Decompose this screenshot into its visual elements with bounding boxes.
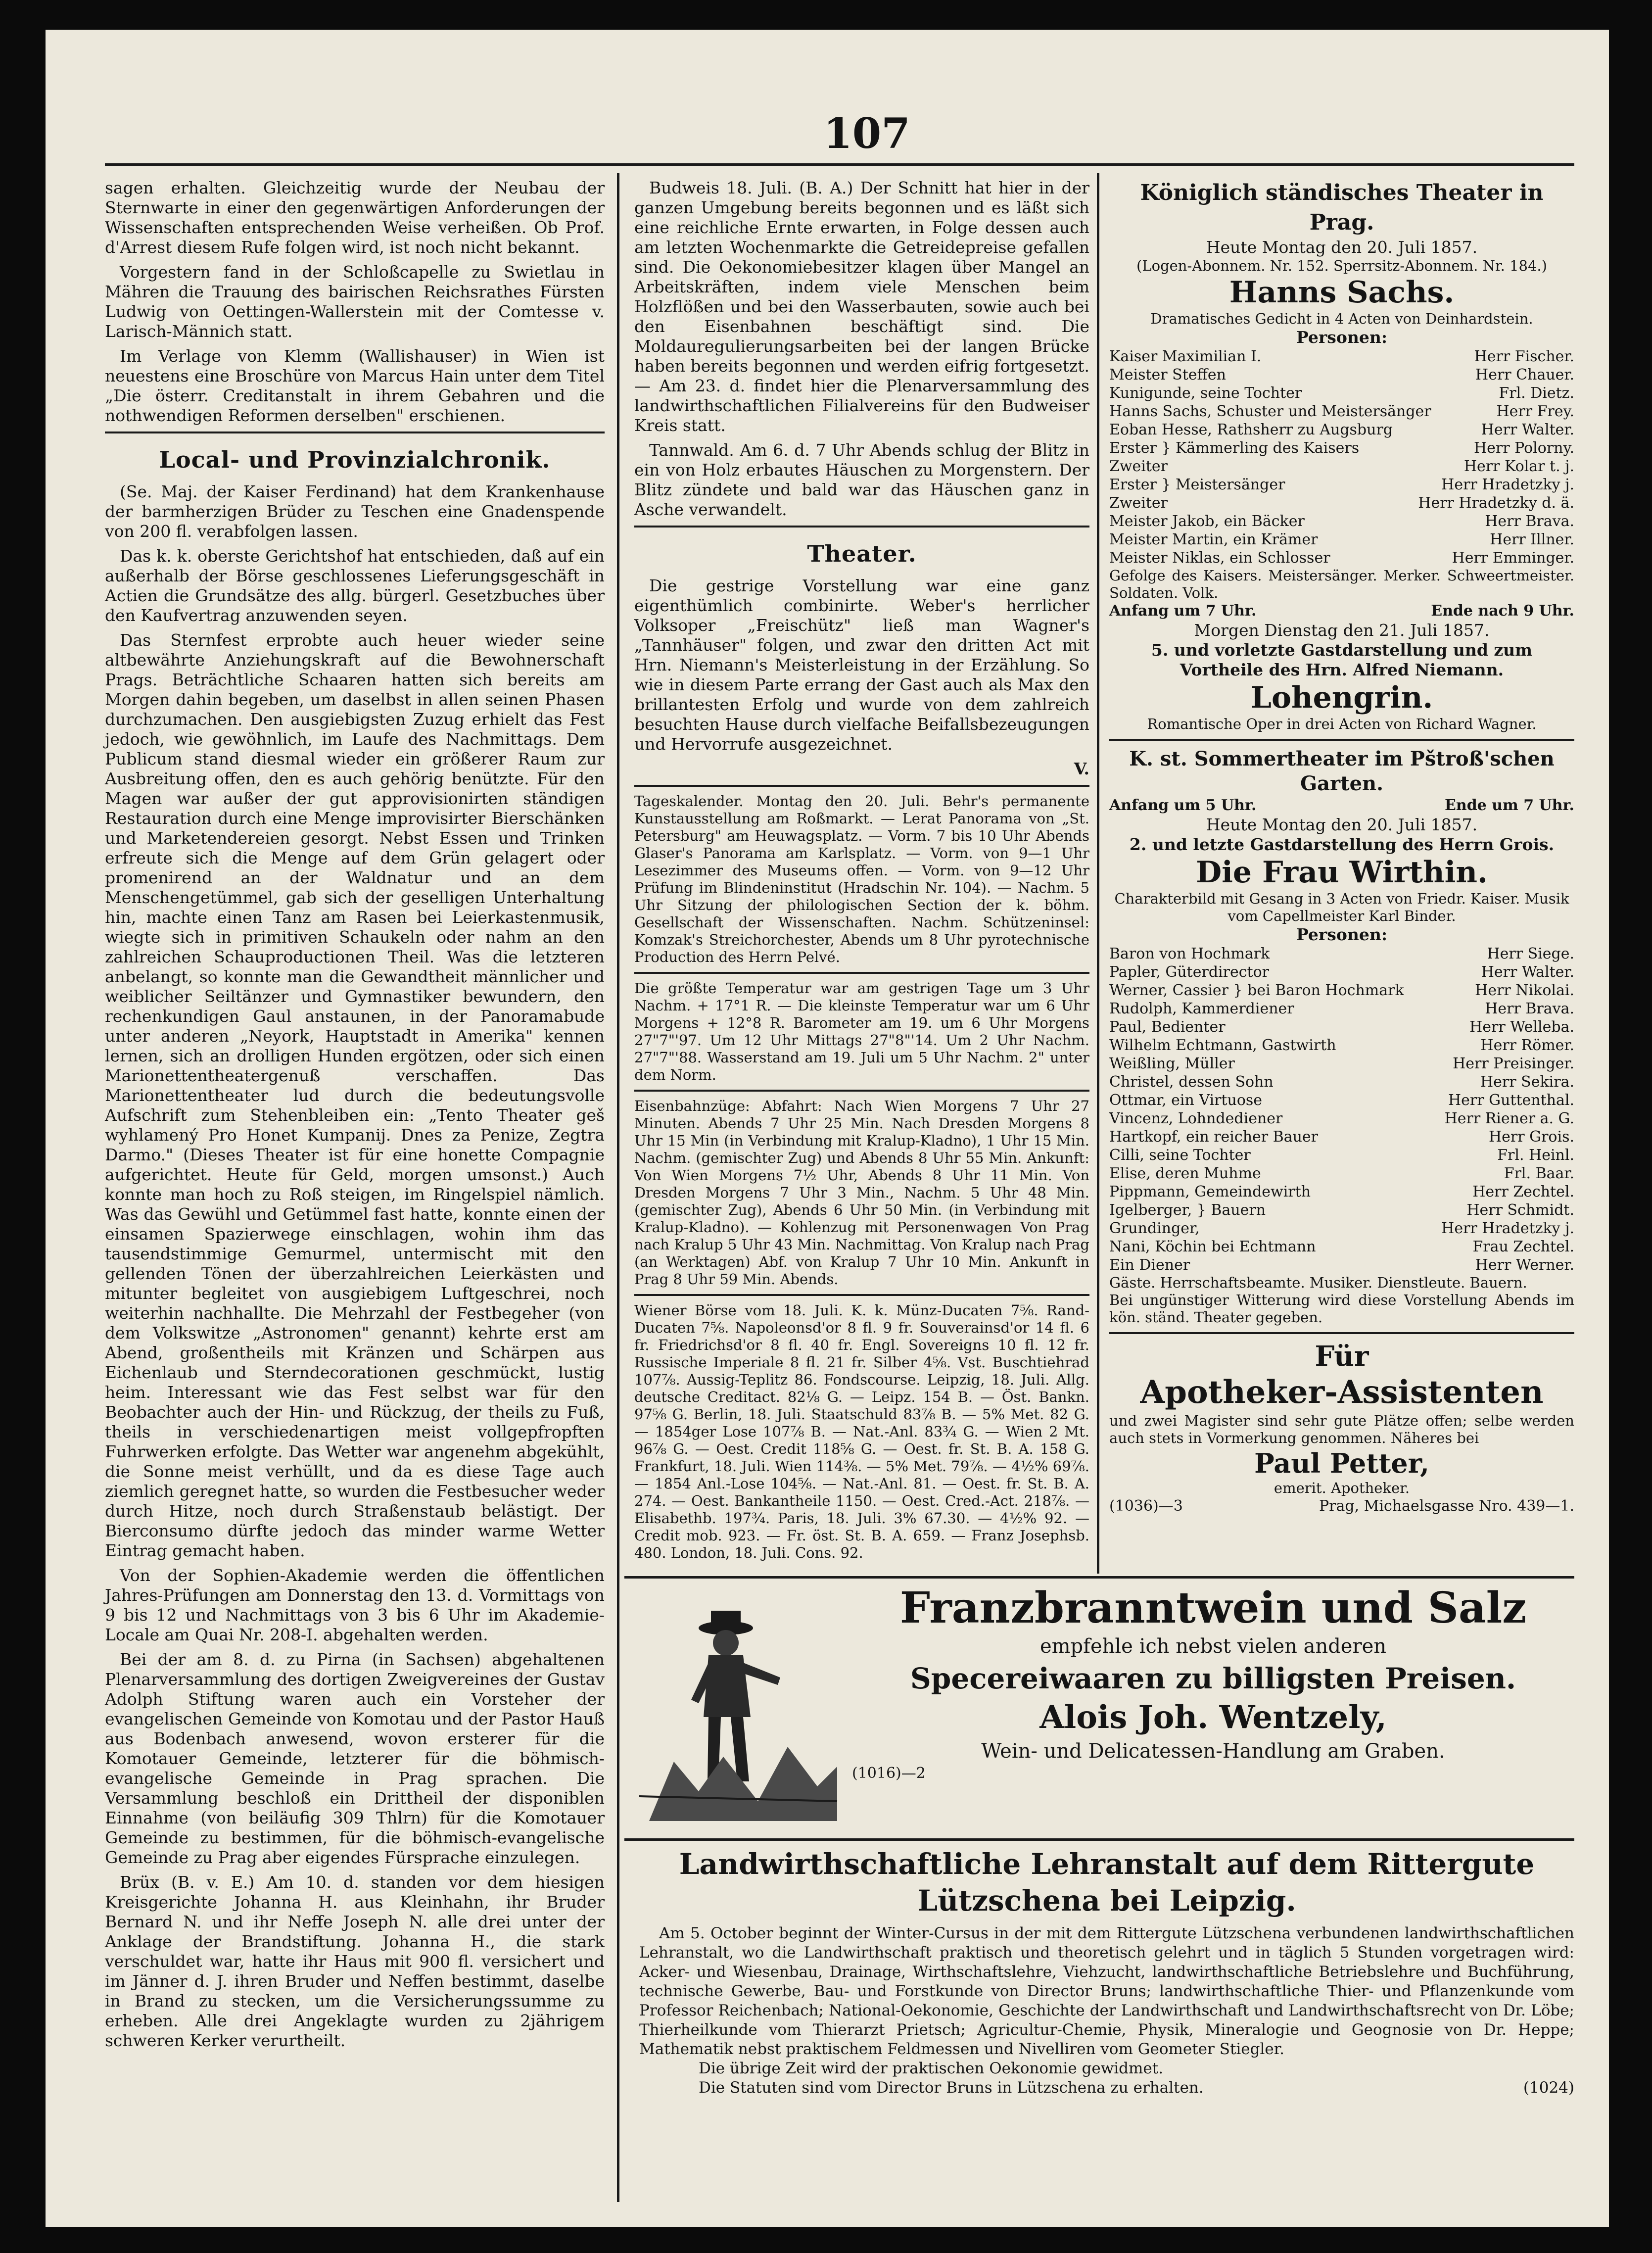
actor-name: Herr Römer. [1480,1037,1574,1054]
actor-name: Herr Hradetzky j. [1441,1220,1574,1237]
man-with-bottle-illustration [639,1593,837,1821]
cast-extras-2: Gäste. Herrschaftsbeamte. Musiker. Dienstleute. Bauern. [1109,1274,1527,1291]
page-number: 107 [823,109,910,158]
play-title-hanns-sachs: Hanns Sachs. [1229,275,1455,310]
ad1-line3: Wein- und Delicatessen-Handlung am Graben. [981,1740,1445,1763]
end-time: Ende nach 9 Uhr. [1431,602,1574,620]
ad-ref: (1036)—3 [1109,1497,1183,1515]
ad-apotheker-title: Apotheker-Assistenten [1140,1374,1544,1411]
cast-hanns-sachs-row [1109,402,1574,421]
cast-frau-wirthin-row [1109,963,1574,981]
role-name: Paul, Bedienter [1109,1018,1226,1036]
actor-name: Herr Hradetzky j. [1441,476,1574,493]
actor-name: Herr Werner. [1475,1256,1574,1274]
eisenbahn-schedule: Eisenbahnzüge: Abfahrt: Nach Wien Morgens 7 Uhr 27 Minuten. Abends 7 Uhr 25 Min. Nach Dresden Morgens 8 Uhr 15 Min (in Verbindung mit Kralup-Kladno), 1 Uhr 15 Min. Nachm. (gemischter Zug) und Abends 8 Uhr 55 Min. Ankunft: Von Wien Morgens 7½ Uhr, Abends 8 Uhr 11 Min. Von Dresden Morgens 7 Uhr 3 Min., Nachm. 5 Uhr 48 Min. (gemischter Zug), Abends 6 Uhr 50 Min. (in Verbindung mit Kralup-Kladno). — Kohlenzug mit Personenwagen Von Prag nach Kralup 5 Uhr 43 Min. Nachmittag. Von Kralup nach Prag (an Werktagen) Abf. von Kralup 7 Uhr 10 Min. Ankunft in Prag 8 Uhr 59 Min. Abends. [634,1098,1089,1288]
cast-extras: Gefolge des Kaisers. Meistersänger. Merker. Schweertmeister. Soldaten. Volk. [1109,567,1574,601]
section-heading-local: Local- und Provinzialchronik. [159,446,551,473]
actor-name: Herr Grois. [1488,1128,1574,1146]
ad-rule-1 [624,1576,1574,1579]
role-name: Werner, Cassier } bei Baron Hochmark [1109,982,1404,999]
article-sophien-akademie: Von der Sophien-Akademie werden die öffentlichen Jahres-Prüfungen am Donnerstag den 13. d. Vormittags von 9 bis 12 und Nachmittags von 3 bis 6 Uhr im Akademie-Locale am Quai Nr. 208-I. abgehalten werden. [105,1566,605,1644]
play-title-frau-wirthin: Die Frau Wirthin. [1196,855,1488,890]
cast-hanns-sachs-row [1109,457,1574,476]
actor-name: Frau Zechtel. [1472,1238,1574,1255]
column-rule-2 [1097,173,1099,1574]
role-name: Pippmann, Gemeindewirth [1109,1183,1311,1200]
article-sternwarte: sagen erhalten. Gleichzeitig wurde der Neubau der Sternwarte in einer den gegenwärtigen Anforderungen der Wissenschaften entsprechenden Weise verheißen. Ob Prof. d'Arrest diesem Rufe folgen wird, ist noch nicht bekannt. [105,178,605,257]
summer-showtime-row [1109,796,1574,815]
article-gerichtshof: Das k. k. oberste Gerichtshof hat entschieden, daß auf ein außerhalb der Börse geschlossenes Lieferungsgeschäft in Actien die Grundsätze des allg. bürgerl. Gesetzbuches über den Kaufvertrag anzuwenden seyen. [105,546,605,625]
weather-note: Bei ungünstiger Witterung wird diese Vorstellung Abends im kön. ständ. Theater gegeben. [1109,1292,1574,1326]
column-rule-1 [617,173,619,2202]
role-name: Wilhelm Echtmann, Gastwirth [1109,1037,1336,1054]
cast-hanns-sachs-row [1109,476,1574,494]
separator [634,1294,1089,1296]
actor-name: Herr Walter. [1481,421,1574,438]
guest-performance: 5. und vorletzte Gastdarstellung und zum Vortheile des Hrn. Alfred Niemann. [1151,640,1533,679]
cast-frau-wirthin-row [1109,1256,1574,1274]
summer-end-time: Ende um 7 Uhr. [1445,797,1574,814]
role-name: Vincenz, Lohndediener [1109,1110,1283,1127]
performance-date: Heute Montag den 20. Juli 1857. [1206,238,1478,257]
cast-frau-wirthin-row [1109,1183,1574,1201]
separator [1109,1332,1574,1334]
ad2-line2: Die übrige Zeit wird der praktischen Oekonomie gewidmet. [699,2060,1164,2077]
cast-list-hanns-sachs [1109,347,1574,567]
actor-name: Herr Guttenthal. [1448,1092,1574,1109]
role-name: Cilli, seine Tochter [1109,1147,1251,1164]
role-name: Christel, dessen Sohn [1109,1073,1274,1091]
cast-frau-wirthin-row [1109,1164,1574,1183]
article-pirna: Bei der am 8. d. zu Pirna (in Sachsen) abgehaltenen Plenarversammlung des dortigen Zweigvereines der Gustav Adolph Stiftung waren auch ein Vorsteher der evangelischen Gemeinde von Komotau und der Pastor Hauß aus Bodenbach anwesend, wovon ersterer für die Komotauer Gemeinde, letzterer für die böhmisch-evangelische Gemeinde in Prag sprachen. Die Versammlung beschloß ein Drittheil der disponiblen Einnahme (von beiläufig 309 Thlrn) für die Komotauer Gemeinde zu bestimmen, für die böhmisch-evangelische Gemeinde zu Prag aber eigendes Fürsprache einzulegen. [105,1650,605,1867]
cast-frau-wirthin-row [1109,1073,1574,1091]
cast-frau-wirthin-row [1109,1128,1574,1146]
cast-frau-wirthin-row [1109,1036,1574,1055]
summer-start-time: Anfang um 5 Uhr. [1109,797,1257,814]
cast-hanns-sachs-row [1109,530,1574,549]
ad2-body: Am 5. October beginnt der Winter-Cursus in der mit dem Rittergute Lützschena verbundenen landwirthschaftlichen Lehranstalt, wo die Landwirthschaft praktisch und theoretisch gelehrt und in täglich 5 Stunden vorgetragen wird: Acker- und Wiesenbau, Drainage, Wirthschaftslehre, Viehzucht, landwirthschaftliche Betriebslehre und Buchführung, technische Gewerbe, Bau- und Forstkunde von Director Bruns; landwirthschaftliche Thier- und Pflanzenkunde vom Professor Reichenbach; National-Oekonomie, Geschichte der Landwirthschaft und Landwirthschaftsrecht von Dr. Löbe; Thierheilkunde vom Thierarzt Prietsch; Agricultur-Chemie, Physik, Mineralogie und Geognosie von Dr. Heppe; Mathematik nebst praktischem Feldmessen und Nivelliren vom Geometer Stiegler. [639,1924,1574,2058]
ad2-title2: Lützschena bei Leipzig. [917,1884,1296,1917]
article-gnadenspende: (Se. Maj. der Kaiser Ferdinand) hat dem Krankenhause der barmherzigen Brüder zu Teschen eine Gnadenspende von 200 fl. verabfolgen lassen. [105,482,605,541]
separator [1109,739,1574,741]
ad-apotheker-role: emerit. Apotheker. [1274,1480,1410,1496]
boerse-report: Wiener Börse vom 18. Juli. K. k. Münz-Ducaten 7⅝. Rand-Ducaten 7⅝. Napoleonsd'or 8 fl. 9 fr. Souverainsd'or 14 fl. 6 fr. Friedrichsd'or 8 fl. 40 fr. Engl. Sovereigns 10 fl. 12 fr. Russische Imperiale 8 fl. 21 fr. Silber 4⅝. Vst. Buschtiehrad 107⅞. Aussig-Teplitz 86. Fondscourse. Leipzig, 18. Juli. Allg. deutsche Creditact. 82⅛ G. — Leipz. 154 B. — Öst. Bankn. 97⅝ G. Berlin, 18. Juli. Staatschuld 83⅞ B. — 5% Met. 82 G. — 1854ger Lose 107⅞ B. — Nat.-Anl. 83¾ G. — Wien 2 Mt. 96⅞ G. — Oest. Credit 118⅝ G. — Oest. fr. St. B. A. 158 G. Frankfurt, 18. Juli. Wien 114⅜. — 5% Met. 79⅞. — 4½% 69⅞. — 1854 Anl.-Lose 104⅝. — Nat.-Anl. 81. — Oest. fr. St. B. A. 274. — Oest. Bankantheile 1150. — Oest. Cred.-Act. 218⅞. — Elisabethb. 197¾. Paris, 18. Juli. 3% 67.30. — 4½% 92. — Credit mob. 923. — Fr. öst. St. B. A. 659. — Franz Josephsb. 480. London, 18. Juli. Cons. 92. [634,1302,1089,1561]
role-name: Papler, Güterdirector [1109,963,1269,981]
cast-hanns-sachs-row [1109,512,1574,530]
cast-frau-wirthin-row [1109,1091,1574,1109]
role-name: Igelberger, } Bauern [1109,1201,1266,1219]
role-name: Ein Diener [1109,1256,1190,1274]
actor-name: Frl. Heinl. [1497,1147,1574,1164]
tageskalender: Tageskalender. Montag den 20. Juli. Behr's permanente Kunstausstellung am Roßmarkt. — Lerat Panorama von „St. Petersburg" am Heuwagsplatz. — Vorm. 7 bis 10 Uhr Abends Glaser's Panorama am Karlsplatz. — Vorm. von 9—1 Uhr Lesezimmer des Museums offen. — Vorm. von 9—12 Uhr Prüfung im Blindeninstitut (Hradschin Nr. 104). — Nachm. 5 Uhr Sitzung der philologischen Section der k. böhm. Gesellschaft der Wissenschaften. Nachm. Schützeninsel: Komzak's Streichorchester, Abends um 8 Uhr pyrotechnische Production des Herrn Pelvé. [634,793,1089,965]
article-broschuere: Im Verlage von Klemm (Wallishauser) in Wien ist neuestens eine Broschüre von Marcus Hain unter dem Titel „Die österr. Creditanstalt in ihrem Gebahren und die nothwendigen Reformen derselben" erschienen. [105,346,605,425]
theater-signature: V. [1074,759,1089,778]
ad2-footer [639,2078,1574,2098]
actor-name: Herr Hradetzky d. ä. [1418,494,1574,512]
actor-name: Frl. Baar. [1504,1165,1574,1182]
play-subtitle: Dramatisches Gedicht in 4 Acten von Deinhardstein. [1150,310,1533,327]
header-rule [105,163,1574,166]
cast-frau-wirthin-row [1109,1201,1574,1219]
cast-hanns-sachs-row [1109,366,1574,384]
role-name: Kunigunde, seine Tochter [1109,384,1302,402]
role-name: Meister Steffen [1109,366,1226,383]
cast-frau-wirthin-row [1109,1146,1574,1164]
cast-hanns-sachs-row [1109,494,1574,512]
actor-name: Herr Schmidt. [1466,1201,1574,1219]
summer-date: Heute Montag den 20. Juli 1857. [1206,815,1478,834]
role-name: Weißling, Müller [1109,1055,1235,1072]
cast-hanns-sachs-row [1109,384,1574,402]
separator [634,972,1089,974]
ad1-merchant-name: Alois Joh. Wentzely, [1039,1699,1387,1736]
actor-name: Herr Walter. [1481,963,1574,981]
next-performance-date: Morgen Dienstag den 21. Juli 1857. [1194,621,1490,640]
ad-fuer: Für [1315,1340,1369,1373]
article-tannwald: Tannwald. Am 6. d. 7 Uhr Abends schlug der Blitz in ein von Holz erbautes Häuschen zu Morgenstern. Der Blitz zündete und bald war das Häuschen ganz in Asche verwandelt. [634,440,1089,519]
start-time: Anfang um 7 Uhr. [1109,602,1257,620]
actor-name: Herr Brava. [1485,513,1574,530]
article-bruex: Brüx (B. v. E.) Am 10. d. standen vor dem hiesigen Kreisgerichte Johanna H. aus Kleinhahn, ihr Bruder Bernard N. und ihr Neffe Joseph N. alle drei unter der Anklage der Brandstiftung. Johanna H., die stark verschuldet war, hatte ihr Haus mit 900 fl. versichert und im Jänner d. J. ihren Bruder und Neffen bestimmt, daselbe in Brand zu stecken, um die Versicherungssumme zu erheben. Alle drei Angeklagte wurden zu 2jährigem schweren Kerker verurtheilt. [105,1872,605,2050]
showtime-row [1109,602,1574,621]
separator [634,526,1089,527]
actor-name: Herr Chauer. [1475,366,1574,383]
section-heading-theater: Theater. [807,540,917,567]
cast-frau-wirthin-row [1109,1238,1574,1256]
column-middle [634,178,1089,1564]
actor-name: Herr Sekira. [1480,1073,1574,1091]
cast-frau-wirthin-row [1109,1018,1574,1036]
role-name: Elise, deren Muhme [1109,1165,1261,1182]
role-name: Zweiter [1109,458,1168,475]
ad-address: Prag, Michaelsgasse Nro. 439—1. [1319,1497,1574,1515]
ad-apotheker-text: und zwei Magister sind sehr gute Plätze offen; selbe werden auch stets in Vormerkung genommen. Näheres bei [1109,1412,1574,1446]
ad1-text [852,1583,1574,1782]
ad1-line2: Specereiwaaren zu billigsten Preisen. [910,1662,1516,1695]
ad1-ref: (1016)—2 [852,1765,926,1782]
advertisement-lehranstalt [639,1846,1574,2202]
cast-hanns-sachs-row [1109,439,1574,457]
actor-name: Herr Preisinger. [1453,1055,1574,1072]
ad-apotheker-footer [1109,1497,1574,1516]
abonnement: (Logen-Abonnem. Nr. 152. Sperrsitz-Abonnem. Nr. 184.) [1136,257,1547,274]
ad2-title1: Landwirthschaftliche Lehranstalt auf dem Rittergute [679,1847,1535,1881]
role-name: Erster } Meistersänger [1109,476,1285,493]
article-budweis: Budweis 18. Juli. (B. A.) Der Schnitt hat hier in der ganzen Umgebung bereits begonnen und es läßt sich eine reichliche Ernte erwarten, in Folge dessen auch am letzten Wochenmarkte die Getreidepreise gefallen sind. Die Oekonomiebesitzer klagen über Mangel an Arbeitskräften, indem viele Menschen beim Holzflößen und bei den Wasserbauten, sowie auch bei den Eisenbahnen beschäftigt sind. Die Moldauregulierungsarbeiten bei der langen Brücke haben bereits begonnen und werden eifrig fortgesetzt. — Am 23. d. findet hier die Plenarversammlung des landwirthschaftlichen Filialvereins für den Budweiser Kreis statt. [634,178,1089,435]
separator [634,785,1089,787]
cast-heading: Personen: [1296,328,1388,347]
role-name: Zweiter [1109,494,1168,512]
column-left [105,178,605,2197]
role-name: Ottmar, ein Virtuose [1109,1092,1263,1109]
cast-hanns-sachs-row [1109,421,1574,439]
summer-theater-name: K. st. Sommertheater im Pštroß'schen Garten. [1129,747,1555,795]
cast-hanns-sachs-row [1109,347,1574,366]
separator [105,431,605,433]
article-theater: Die gestrige Vorstellung war eine ganz eigenthümlich combinirte. Weber's herrlicher Volksoper „Freischütz" ließ man Wagner's „Tannhäuser" folgen, und zwar den dritten Act mit Hrn. Niemann's Meisterleistung in der Erzählung. So wie in diesem Parte errang der Gast auch als Max den brillantesten Erfolg und wurde von dem zahlreich besuchten Hause durch vielfache Beifallsbezeugungen und Hervorrufe ausgezeichnet. [634,576,1089,754]
actor-name: Herr Frey. [1496,403,1574,420]
cast-frau-wirthin-row [1109,1219,1574,1238]
actor-name: Herr Polorny. [1474,439,1574,457]
cast-frau-wirthin-row [1109,945,1574,963]
actor-name: Herr Zechtel. [1472,1183,1574,1200]
actor-name: Herr Riener a. G. [1444,1110,1574,1127]
cast-frau-wirthin-row [1109,1055,1574,1073]
temperatur-report: Die größte Temperatur war am gestrigen Tage um 3 Uhr Nachm. + 17°1 R. — Die kleinste Temperatur war um 6 Uhr Morgens + 12°8 R. Barometer am 19. um 6 Uhr Morgens 27"7"'97. Um 12 Uhr Mittags 27"8"'14. Um 2 Uhr Nachm. 27"7"'88. Wasserstand am 19. Juli um 5 Uhr Nachm. 2" unter dem Norm. [634,980,1089,1083]
actor-name: Herr Kolar t. j. [1463,458,1574,475]
article-sternfest: Das Sternfest erprobte auch heuer wieder seine altbewährte Anziehungskraft auf die Bewohnerschaft Prags. Beträchtliche Schaaren hatten sich bereits am Morgen dahin begeben, um daselbst in allen seinen Phasen durchzumachen. Den ausgiebigsten Zuzug erhielt das Fest jedoch, wie gewöhnlich, im Laufe des Nachmittags. Dem Publicum stand diesmal wieder ein größerer Raum zur Ausbreitung offen, den es auch gehörig benützte. Für den Magen war außer der gut approvisionirten ständigen Restauration durch eine Menge improvisirter Bierschänken und Marketendereien gesorgt. Nebst Essen und Trinken erfreute sich die Menge auf dem Grün gelagert oder promenirend an der Waldnatur und an dem Menschengetümmel, gab sich der geselligen Unterhaltung hin, machte einen Tanz am Rasen bei Leierkastenmusik, wiegte sich in primitiven Schaukeln oder nahm an den zahlreichen Schauproductionen Theil. Was die letzteren anbelangt, so konnte man die Gewandtheit männlicher und weiblicher Seiltänzer und Gymnastiker bewundern, den rechenkundigen Gaul anstaunen, in der Panoramabude unter anderen „Neyork, Hauptstadt in Amerika" kennen lernen, sich an drolligen Hunden ergötzen, oder sich einen Marionettentheatergenuß verschaffen. Das Marionettentheater lud durch die bedeutungsvolle Aufschrift zum Stehenbleiben ein: „Tento Theater geš wyhlamený Pro Honet Kumpanij. Dnes za Penize, Zegtra Darmo." (Dieses Theater ist für eine honette Compagnie aufgerichtet. Heute für Geld, morgen umsonst.) Auch konnte man hoch zu Roß steigen, im Ringelspiel nämlich. Was das Gewühl und Getümmel fast hatte, konnte einen der einsamen Spazierwege einschlagen, wohin ihm das tausendstimmige Gemurmel, untermischt mit den gellenden Tönen der überzahlreichen Leierkästen und mitunter begleitet von ausgiebigem Luftgeschrei, noch weiterhin nachhallte. Die Mehrzahl der Festbegeher (von dem Volkswitze „Astronomen" genannt) kehrte erst am Abend, großentheils mit Kränzen und Schärpen aus Eichenlaub und Sterndecorationen geschmückt, lustig heim. Interessant wie das Fest selbst war für den Beobachter auch der Hin- und Rückzug, der theils zu Fuß, theils in verschiedenartigen meist vollgepfropften Fuhrwerken erfolgte. Das Wetter war angenehm abgekühlt, die Sonne meist verhüllt, und da es diese Tage auch ziemlich geregnet hatte, so wurden die Festbesucher weder durch Hitze, noch durch Straßenstaub belästigt. Der Bierconsumo dürfte jedoch das minder warme Wetter Eintrag gemacht haben. [105,630,605,1560]
ad2-line3: Die Statuten sind vom Director Bruns in Lützschena zu erhalten. [699,2079,1204,2097]
role-name: Meister Niklas, ein Schlosser [1109,549,1330,567]
cast-hanns-sachs-row [1109,549,1574,567]
role-name: Nani, Köchin bei Echtmann [1109,1238,1316,1255]
ad1-title: Franzbranntwein und Salz [899,1583,1527,1633]
role-name: Meister Martin, ein Krämer [1109,531,1318,548]
role-name: Meister Jakob, ein Bäcker [1109,513,1305,530]
role-name: Grundinger, [1109,1220,1200,1237]
ad-rule-2 [624,1838,1574,1841]
newspaper-page [46,30,1609,2227]
actor-name: Herr Illner. [1490,531,1574,548]
ad-apotheker-name: Paul Petter, [1254,1447,1429,1479]
article-trauung: Vorgestern fand in der Schloßcapelle zu Swietlau in Mähren die Trauung des bairischen Reichsrathes Fürsten Ludwig von Oettingen-Wallerstein mit der Comtesse v. Larisch-Männich statt. [105,262,605,341]
role-name: Hartkopf, ein reicher Bauer [1109,1128,1318,1146]
cast-frau-wirthin-row [1109,1109,1574,1128]
separator [634,1090,1089,1092]
actor-name: Herr Nikolai. [1475,982,1574,999]
actor-name: Herr Fischer. [1474,348,1574,365]
advertisement-franzbranntwein [639,1583,1574,1836]
role-name: Kaiser Maximilian I. [1109,348,1262,365]
actor-name: Frl. Dietz. [1499,384,1574,402]
actor-name: Herr Welleba. [1469,1018,1574,1036]
role-name: Eoban Hesse, Rathsherr zu Augsburg [1109,421,1393,438]
summer-guest: 2. und letzte Gastdarstellung des Herrn Grois. [1129,835,1555,854]
theater-name: Königlich ständisches Theater in Prag. [1140,180,1544,235]
cast-heading-2: Personen: [1296,925,1388,944]
role-name: Baron von Hochmark [1109,945,1270,962]
cast-frau-wirthin-row [1109,981,1574,1000]
actor-name: Herr Siege. [1487,945,1574,962]
actor-name: Herr Brava. [1485,1000,1574,1017]
role-name: Erster } Kämmerling des Kaisers [1109,439,1360,457]
ad1-line1: empfehle ich nebst vielen anderen [1039,1635,1387,1658]
column-right [1109,178,1574,1515]
role-name: Rudolph, Kammerdiener [1109,1000,1294,1017]
ad2-ref: (1024) [1523,2079,1574,2097]
cast-list-frau-wirthin [1109,945,1574,1274]
role-name: Hanns Sachs, Schuster und Meistersänger [1109,403,1431,420]
actor-name: Herr Emminger. [1452,549,1574,567]
play-title-lohengrin: Lohengrin. [1250,680,1433,715]
play-subtitle-frau-wirthin: Charakterbild mit Gesang in 3 Acten von Friedr. Kaiser. Musik vom Capellmeister Karl Binder. [1114,890,1569,924]
cast-frau-wirthin-row [1109,1000,1574,1018]
play-subtitle-lohengrin: Romantische Oper in drei Acten von Richard Wagner. [1147,716,1537,732]
